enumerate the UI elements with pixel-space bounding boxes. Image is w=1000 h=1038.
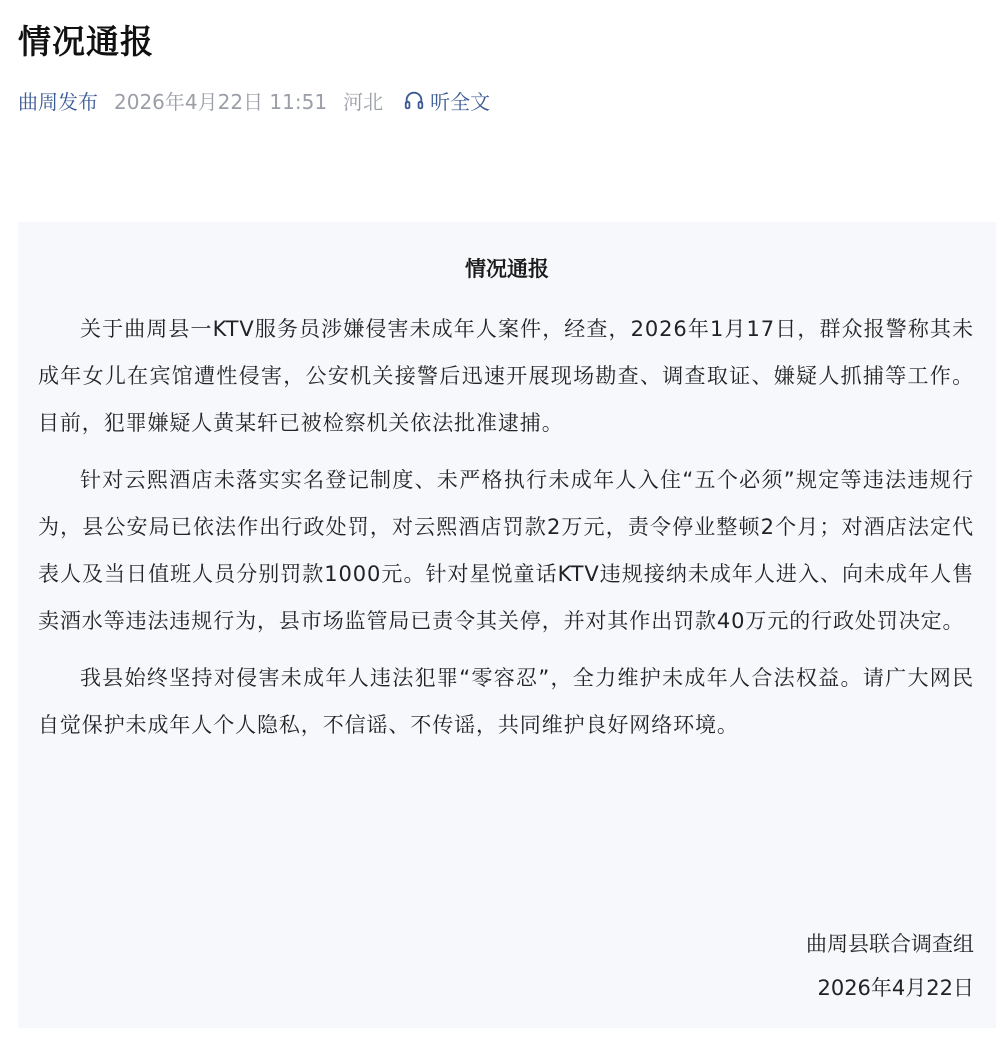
signature-date: 2026年4月22日: [817, 976, 974, 1000]
notice-paragraph: 针对云熙酒店未落实实名登记制度、未严格执行未成年人入住“五个必须”规定等违法违规行为，县公安局已依法作出行政处罚，对云熙酒店罚款2万元，责令停业整顿2个月；对酒店法定代表人及当日值班人员分别罚款1000元。针对星悦童话KTV违规接纳未成年人进入、向未成年人售卖酒水等违法违规行为，县市场监管局已责令其关停，并对其作出罚款40万元的行政处罚决定。: [38, 468, 974, 633]
notice-signature: [806, 922, 974, 1010]
headphones-icon: [403, 89, 425, 111]
source-link[interactable]: 曲周发布: [18, 89, 98, 114]
listen-button[interactable]: [403, 86, 490, 115]
notice-card: [18, 222, 996, 1028]
region-label: 河北: [343, 89, 384, 114]
listen-label: 听全文: [430, 89, 491, 114]
signature-org: 曲周县联合调查组: [806, 932, 974, 956]
notice-paragraph: 关于曲周县一KTV服务员涉嫌侵害未成年人案件，经查，2026年1月17日，群众报警称其未成年女儿在宾馆遭性侵害，公安机关接警后迅速开展现场勘查、调查取证、嫌疑人抓捕等工作。目前，犯罪嫌疑人黄某轩已被检察机关依法批准逮捕。: [38, 317, 974, 435]
article-meta: [18, 84, 490, 116]
notice-body: [38, 306, 974, 759]
notice-paragraph: 我县始终坚持对侵害未成年人违法犯罪“零容忍”，全力维护未成年人合法权益。请广大网民自觉保护未成年人个人隐私，不信谣、不传谣，共同维护良好网络环境。: [38, 666, 974, 737]
article-title: 情况通报: [18, 22, 154, 61]
publish-time: 2026年4月22日 11:51: [114, 89, 328, 114]
notice-title: 情况通报: [465, 257, 549, 281]
